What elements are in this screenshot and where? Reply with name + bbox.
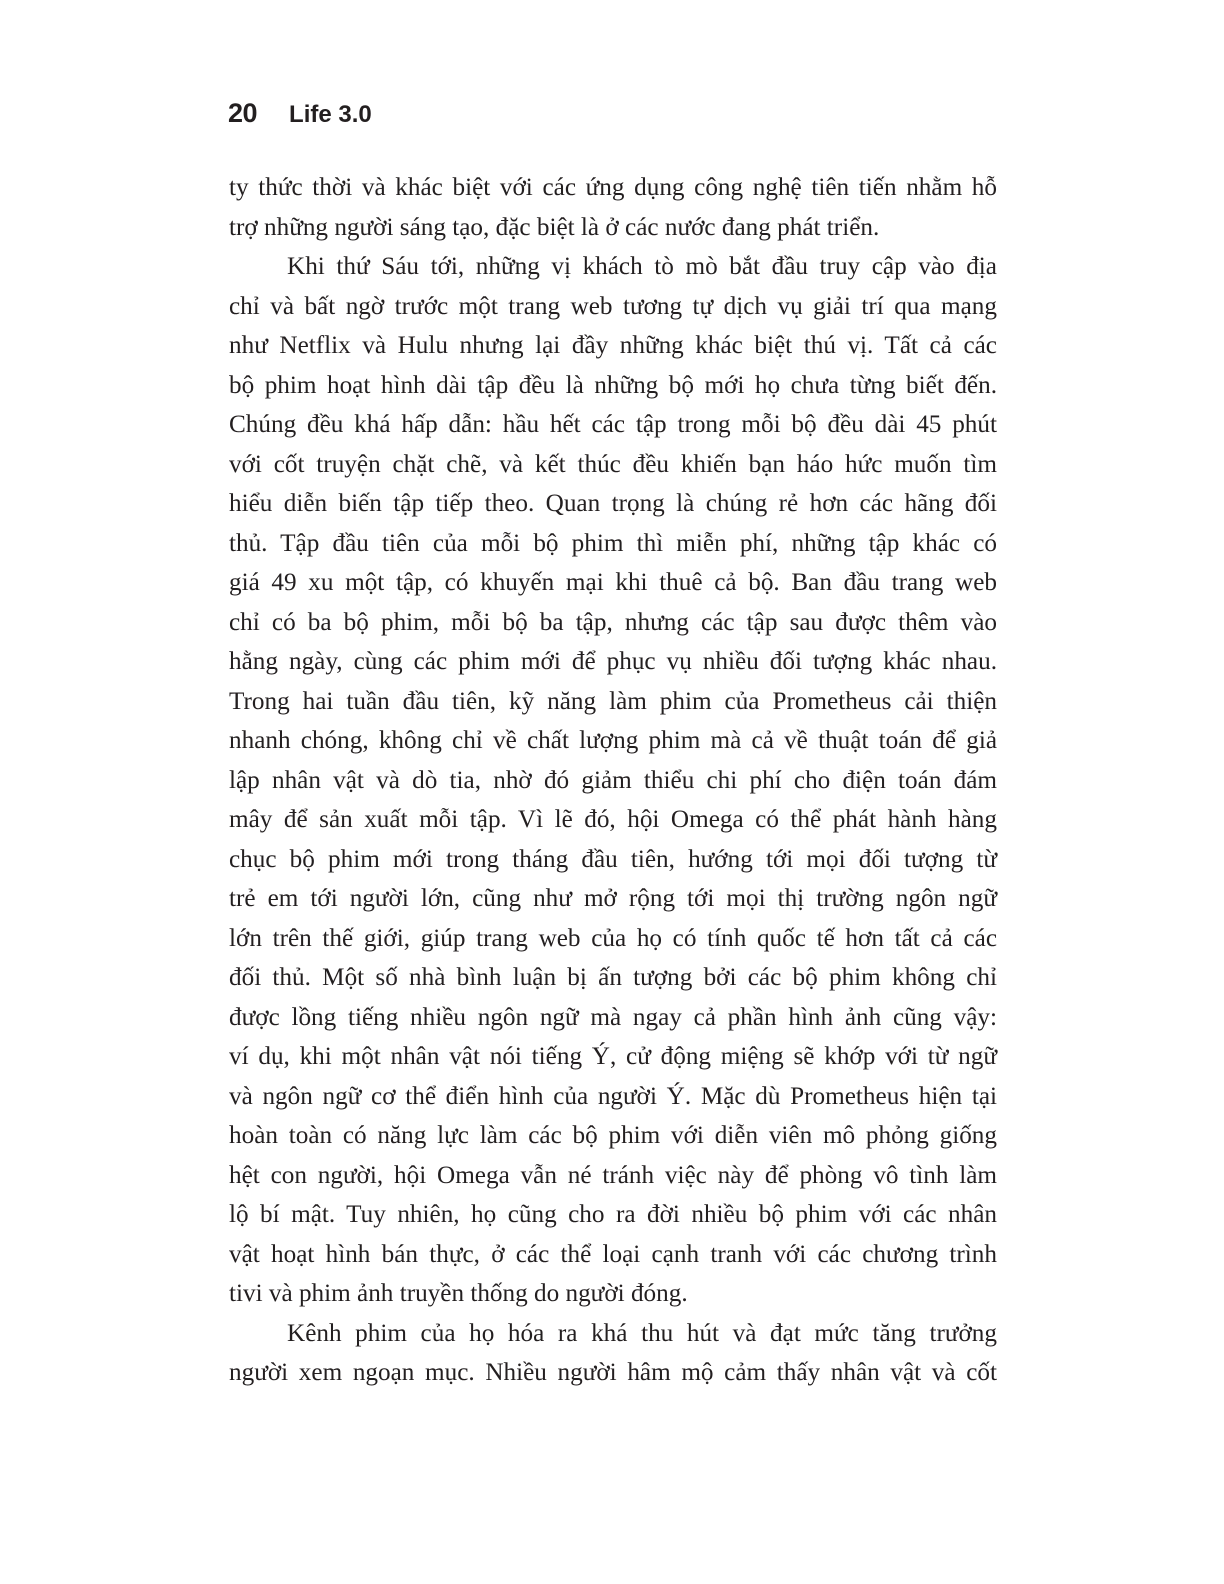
text-line: người xem ngoạn mục. Nhiều người hâm mộ cảm thấy nhân vật và cốt (229, 1359, 997, 1386)
running-head (228, 98, 372, 138)
text-line: hiểu diễn biến tập tiếp theo. Quan trọng là chúng rẻ hơn các hãng đối (229, 490, 997, 517)
paragraph (229, 247, 997, 1314)
text-line: ví dụ, khi một nhân vật nói tiếng Ý, cử động miệng sẽ khớp với từ ngữ (229, 1043, 997, 1070)
text-line: trẻ em tới người lớn, cũng như mở rộng tới mọi thị trường ngôn ngữ (229, 885, 997, 912)
text-line: Trong hai tuần đầu tiên, kỹ năng làm phim của Prometheus cải thiện (229, 687, 997, 715)
text-line: hằng ngày, cùng các phim mới để phục vụ nhiều đối tượng khác nhau. (229, 648, 997, 675)
text-line: như Netflix và Hulu nhưng lại đầy những khác biệt thú vị. Tất cả các (229, 332, 997, 359)
text-line: và ngôn ngữ cơ thể điển hình của người Ý. Mặc dù Prometheus hiện tại (229, 1082, 997, 1110)
text-line: trợ những người sáng tạo, đặc biệt là ở các nước đang phát triển. (229, 213, 880, 241)
text-line: đối thủ. Một số nhà bình luận bị ấn tượng bởi các bộ phim không chỉ (229, 964, 997, 991)
text-line: chỉ có ba bộ phim, mỗi bộ ba tập, nhưng các tập sau được thêm vào (229, 608, 997, 636)
text-line: lập nhân vật và dò tia, nhờ đó giảm thiểu chi phí cho điện toán đám (229, 766, 997, 794)
page-number: 20 (228, 98, 258, 128)
text-line: lộ bí mật. Tuy nhiên, họ cũng cho ra đời nhiều bộ phim với các nhân (229, 1201, 997, 1228)
paragraph (229, 1314, 997, 1393)
text-line: giá 49 xu một tập, có khuyến mại khi thuê cả bộ. Ban đầu trang web (229, 569, 997, 596)
text-line: tivi và phim ảnh truyền thống do người đóng. (229, 1280, 688, 1307)
paragraph (229, 168, 997, 247)
text-line: chỉ và bất ngờ trước một trang web tương tự dịch vụ giải trí qua mạng (229, 292, 997, 320)
text-line: bộ phim hoạt hình dài tập đều là những bộ mới họ chưa từng biết đến. (229, 371, 997, 399)
text-line: được lồng tiếng nhiều ngôn ngữ mà ngay cả phần hình ảnh cũng vậy: (229, 1003, 997, 1031)
text-line: chục bộ phim mới trong tháng đầu tiên, hướng tới mọi đối tượng từ (229, 845, 997, 873)
text-line: lớn trên thế giới, giúp trang web của họ có tính quốc tế hơn tất cả các (229, 924, 997, 952)
text-line: Kênh phim của họ hóa ra khá thu hút và đạt mức tăng trưởng (287, 1319, 997, 1347)
text-line: ty thức thời và khác biệt với các ứng dụng công nghệ tiên tiến nhằm hỗ (229, 174, 997, 201)
body-text (229, 168, 997, 1393)
text-line: mây để sản xuất mỗi tập. Vì lẽ đó, hội Omega có thể phát hành hàng (229, 806, 997, 833)
text-line: thủ. Tập đầu tiên của mỗi bộ phim thì miễn phí, những tập khác có (229, 529, 997, 557)
text-line: hoàn toàn có năng lực làm các bộ phim với diễn viên mô phỏng giống (229, 1122, 997, 1149)
text-line: nhanh chóng, không chỉ về chất lượng phim mà cả về thuật toán để giả (229, 727, 997, 754)
text-line: với cốt truyện chặt chẽ, và kết thúc đều khiến bạn háo hức muốn tìm (229, 450, 997, 478)
book-title: Life 3.0 (289, 101, 372, 128)
text-line: hệt con người, hội Omega vẫn né tránh việc này để phòng vô tình làm (229, 1161, 997, 1189)
text-line: vật hoạt hình bán thực, ở các thể loại cạnh tranh với các chương trình (229, 1240, 997, 1268)
text-line: Chúng đều khá hấp dẫn: hầu hết các tập trong mỗi bộ đều dài 45 phút (229, 411, 997, 438)
text-line: Khi thứ Sáu tới, những vị khách tò mò bắt đầu truy cập vào địa (287, 253, 997, 280)
